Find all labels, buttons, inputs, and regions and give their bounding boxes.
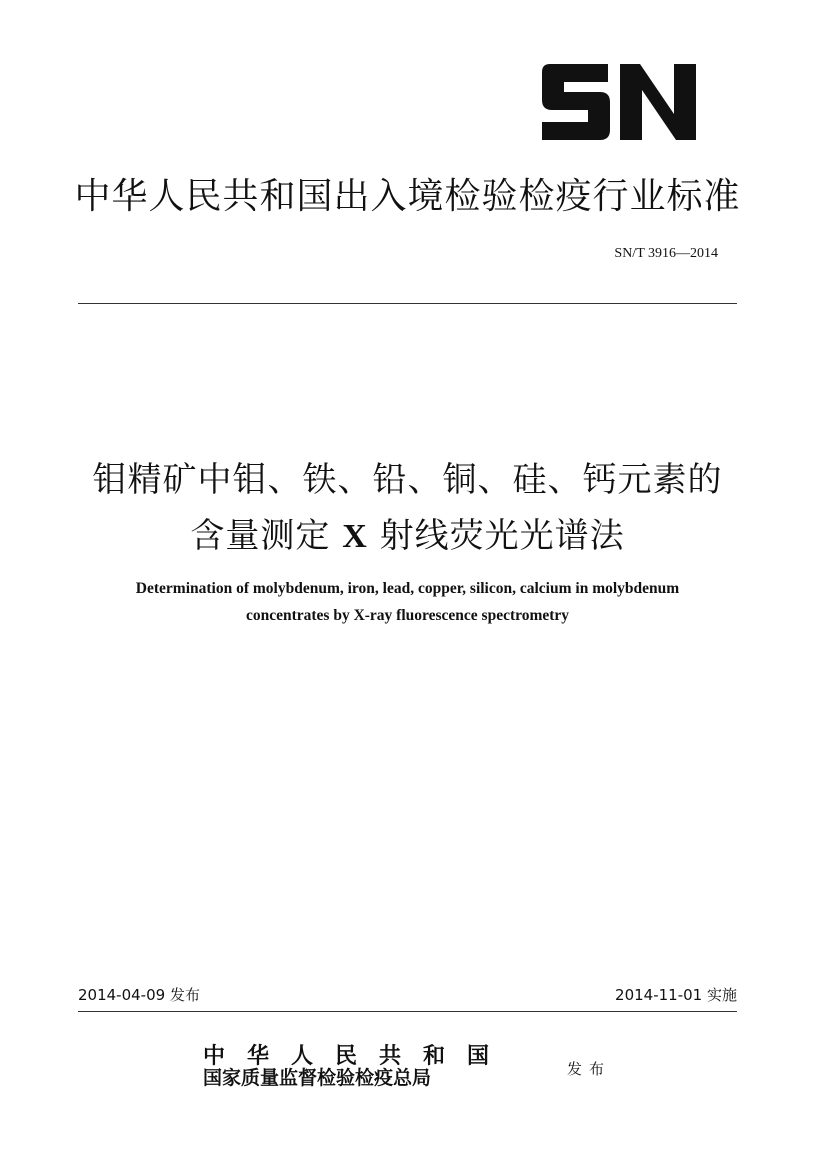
publish-date: 2014-04-09 发布	[78, 986, 200, 1004]
standard-number: SN/T 3916—2014	[614, 246, 718, 261]
chinese-title-line-1: 钼精矿中钼、铁、铅、铜、硅、钙元素的	[92, 460, 723, 500]
issuer-country: 中华人民共和国	[203, 1043, 512, 1069]
header-divider	[78, 303, 737, 304]
sn-logo	[538, 62, 698, 142]
chinese-title-line-2	[0, 508, 815, 557]
issuer-agency: 国家质量监督检验检疫总局	[203, 1067, 432, 1089]
issue-action: 发布	[567, 1060, 612, 1078]
x-ray-letter: X	[342, 518, 368, 555]
organization-title: 中华人民共和国出入境检验检疫行业标准	[74, 176, 741, 217]
footer-divider	[78, 1011, 737, 1012]
chinese-title-prefix: 含量测定	[190, 516, 331, 556]
issuing-authority	[203, 1045, 511, 1089]
chinese-title-suffix: 射线荧光光谱法	[379, 516, 625, 556]
english-title-line-2: concentrates by X-ray fluorescence spectrometry	[245, 607, 570, 624]
english-title-line-1: Determination of molybdenum, iron, lead, copper, silicon, calcium in molybdenum	[135, 580, 680, 597]
implement-date: 2014-11-01 实施	[615, 986, 737, 1004]
